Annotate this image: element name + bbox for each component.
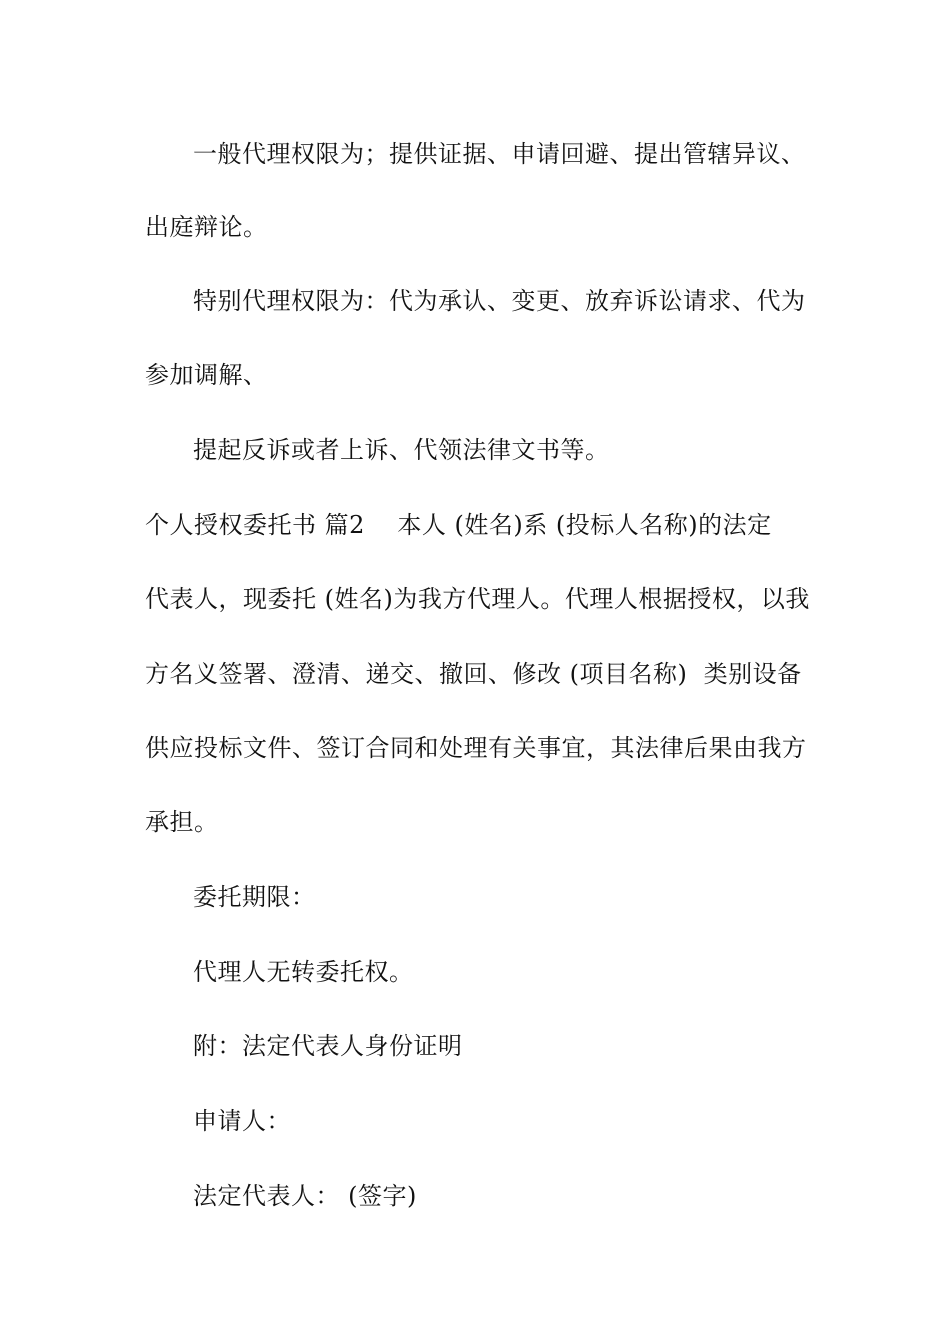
paragraph-line: 一般代理权限为；提供证据、申请回避、提出管辖异议、 — [193, 140, 806, 168]
paragraph-line: 代理人无转委托权。 — [193, 958, 414, 986]
paragraph-line: 委托期限： — [193, 883, 316, 911]
paragraph-line: 申请人： — [193, 1107, 291, 1135]
paragraph-line: 出庭辩论。 — [145, 213, 268, 241]
paragraph-line: 特别代理权限为：代为承认、变更、放弃诉讼请求、代为 — [193, 287, 806, 315]
paragraph-line: 代表人，现委托 (姓名)为我方代理人。代理人根据授权，以我 — [145, 585, 810, 613]
paragraph-line: 参加调解、 — [145, 361, 268, 389]
paragraph-line: 方名义签署、澄清、递交、撤回、修改 (项目名称) 类别设备 — [145, 660, 802, 688]
signature-line: 法定代表人： (签字) — [193, 1182, 417, 1210]
paragraph-line: 提起反诉或者上诉、代领法律文书等。 — [193, 436, 610, 464]
paragraph-line: 附：法定代表人身份证明 — [193, 1032, 463, 1060]
paragraph-line: 承担。 — [145, 808, 219, 836]
paragraph-line: 供应投标文件、签订合同和处理有关事宜，其法律后果由我方 — [145, 734, 807, 762]
section-heading-line: 个人授权委托书 篇2 本人 (姓名)系 (投标人名称)的法定 — [145, 511, 772, 539]
